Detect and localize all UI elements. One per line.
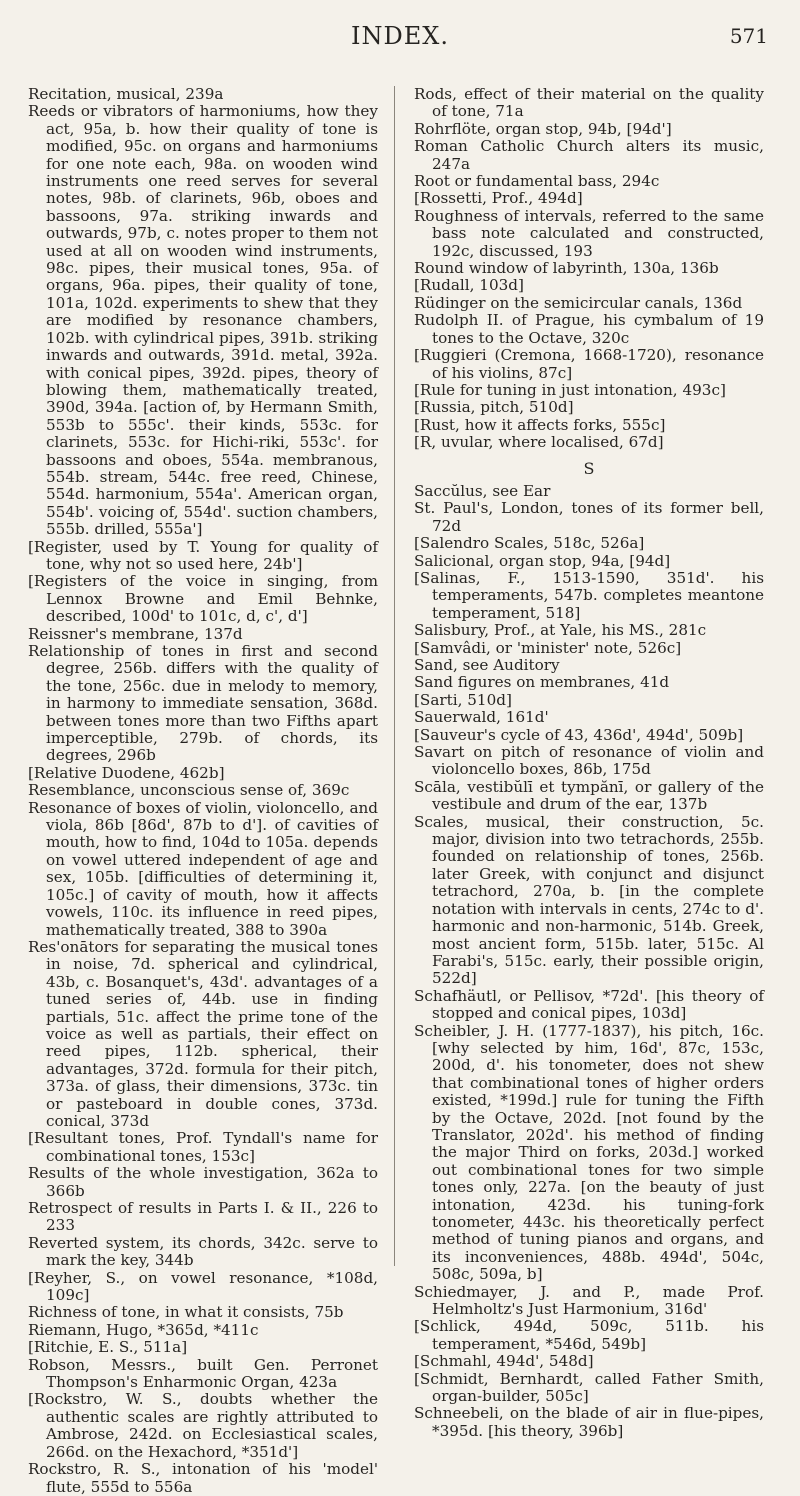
index-entry: [Ruggieri (Cremona, 1668-1720), resonance of his violins, 87c]	[414, 346, 764, 382]
index-entry: Scheibler, J. H. (1777-1837), his pitch, 16c. [why selected by him, 16d', 87c, 153c, 200d, d'. his tonometer, does not shew that combinational tones of higher orders existed, *199d.] rule for tuning the Fifth by the Octave, 202d. [not found by the Translator, 202d'. his method of finding the major Third on forks, 203d.] worked out combinational tones for two simple tones only, 227a. [on the beauty of just intonation, 423d. his tuning-fork tonometer, 443c. his theoretically perfect method of tuning pianos and organs, and its inconveniences, 488b. 494d', 504c, 508c, 509a, b]	[414, 1021, 764, 1284]
section-letter: S	[583, 458, 595, 478]
index-entry: [Resultant tones, Prof. Tyndall's name for combinational tones, 153c]	[28, 1129, 378, 1165]
index-entry: Sand, see Auditory	[414, 656, 560, 674]
page-number: 571	[729, 24, 768, 48]
index-entry: Reverted system, its chords, 342c. serve to mark the key, 344b	[28, 1233, 378, 1270]
index-entry: [Schmidt, Bernhardt, called Father Smith, organ-builder, 505c]	[414, 1369, 764, 1406]
right-column	[414, 85, 764, 1440]
page-header	[0, 14, 800, 64]
index-entry: Rohrflöte, organ stop, 94b, [94d']	[414, 119, 672, 138]
index-entry: Rudolph II. of Prague, his cymbalum of 19 tones to the Octave, 320c	[414, 311, 764, 347]
index-entry: Resonance of boxes of violin, violoncello, and viola, 86b [86d', 87b to d']. of cavities of mouth, how to find, 104d to 105a. depends on vowel uttered independent of age and sex, 105b. [difficulties of determining it, 105c.] of cavity of mouth, how it affects vowels, 110c. its influence in reed pipes, mathematically treated, 388 to 390a	[28, 798, 378, 939]
index-entry: Relationship of tones in first and second degree, 256b. differs with the quality of the tone, 256c. due in melody to memory, in harmony to immediate sensation, 368d. between tones more than two Fifths apart imperceptible, 279b. of chords, its degrees, 296b	[28, 642, 378, 765]
index-entry: [Register, used by T. Young for quality of tone, why not so used here, 24b']	[28, 537, 378, 573]
index-entry: Salisbury, Prof., at Yale, his MS., 281c	[414, 621, 707, 640]
index-entry: Schafhäutl, or Pellisov, *72d'. [his theory of stopped and conical pipes, 103d]	[414, 986, 764, 1023]
index-entry: Robson, Messrs., built Gen. Perronet Thompson's Enharmonic Organ, 423a	[28, 1355, 378, 1392]
index-entry: [Relative Duodene, 462b]	[28, 763, 225, 782]
index-entry: [Samvâdi, or 'minister' note, 526c]	[414, 638, 682, 657]
index-entry: [Salendro Scales, 518c, 526a]	[414, 534, 645, 553]
index-entry: [Rudall, 103d]	[414, 276, 524, 295]
index-entry: Rods, effect of their material on the quality of tone, 71a	[414, 85, 764, 121]
index-entry: Roman Catholic Church alters its music, 247a	[414, 137, 764, 173]
index-entry: [Russia, pitch, 510d]	[414, 398, 574, 417]
index-entry: Richness of tone, in what it consists, 75b	[28, 1303, 344, 1322]
index-entry: Recitation, musical, 239a	[28, 85, 224, 103]
index-entry: Reissner's membrane, 137d	[28, 624, 243, 643]
index-entry: Scales, musical, their construction, 5c. major, division into two tetrachords, 255b. founded on relationship of tones, 256b. later Greek, with conjunct and disjunct tetrachord, 270a, b. [in the complete notation with intervals in cents, 274c to d'. harmonic and non-harmonic, 514b. Greek, most ancient form, 515b. later, 515c. Al Farabi's, 515c. early, their possible origin, 522d]	[414, 812, 764, 988]
index-entry: Sauerwald, 161d'	[414, 708, 549, 727]
index-entry: Roughness of intervals, referred to the same bass note calculated and constructed, 192c, discussed, 193	[414, 206, 764, 260]
index-entry: Resemblance, unconscious sense of, 369c	[28, 781, 350, 800]
index-entry: St. Paul's, London, tones of its former bell, 72d	[414, 499, 764, 535]
index-entry: [Sauveur's cycle of 43, 436d', 494d', 509b]	[414, 725, 744, 744]
index-entry: [Schmahl, 494d', 548d]	[414, 1352, 594, 1371]
index-entry: Reeds or vibrators of harmoniums, how they act, 95a, b. how their quality of tone is modified, 95c. on organs and harmoniums for one note each, 98a. on wooden wind instruments one reed serves for several notes, 98b. of clarinets, 96b, oboes and bassoons, 97a. striking inwards and outwards, 97b, c. notes proper to them not used at all on wooden wind instruments, 98c. pipes, their musical tones, 95a. of organs, 96a. pipes, their quality of tone, 101a, 102d. experiments to shew that they are modified by resonance chambers, 102b. with cylindrical pipes, 391b. striking inwards and outwards, 391d. metal, 392a. with conical pipes, 392d. pipes, theory of blowing them, mathematically treated, 390d, 394a. [action of, by Hermann Smith, 553b to 555c'. their kinds, 553c. for clarinets, 553c. for Hichi-riki, 553c'. for bassoons and oboes, 554a. membranous, 554b. stream, 544c. free reed, Chinese, 554d. harmonium, 554a'. American organ, 554b'. voicing of, 554d'. suction chambers, 555b. drilled, 555a']	[28, 102, 378, 539]
index-entry: Sand figures on membranes, 41d	[414, 673, 670, 692]
index-entry: [Schlick, 494d, 509c, 511b. his temperament, *546d, 549b]	[414, 1317, 764, 1353]
column-divider	[394, 86, 395, 1266]
index-entry: Riemann, Hugo, *365d, *411c	[28, 1320, 259, 1339]
index-entry: [Rule for tuning in just intonation, 493c]	[414, 380, 726, 399]
index-entry: Salicional, organ stop, 94a, [94d]	[414, 551, 671, 570]
left-column	[28, 85, 378, 1496]
index-entry: [Registers of the voice in singing, from Lennox Browne and Emil Behnke, described, 100d' to 101c, d, c', d']	[28, 572, 378, 626]
index-entry: [R, uvular, where localised, 67d]	[414, 433, 664, 452]
index-entry: [Sarti, 510d]	[414, 690, 512, 709]
index-entry: Saccŭlus, see Ear	[414, 481, 551, 500]
index-entry: Scāla, vestibŭlī et tympănī, or gallery of the vestibule and drum of the ear, 137b	[414, 777, 764, 814]
index-entry: Rockstro, R. S., intonation of his 'model' flute, 555d to 556a	[28, 1460, 378, 1496]
index-entry: Res'onātors for separating the musical tones in noise, 7d. spherical and cylindrical, 43b, c. Bosanquet's, 43d'. advantages of a tuned series of, 44b. use in finding partials, 51c. affect the prime tone of the voice as well as partials, their effect on reed pipes, 112b. spherical, their advantages, 372d. formula for their pitch, 373a. of glass, their dimensions, 373c. tin or pasteboard in double cones, 373d. conical, 373d	[28, 937, 378, 1130]
index-entry: Results of the whole investigation, 362a to 366b	[28, 1164, 378, 1200]
index-entry: Schiedmayer, J. and P., made Prof. Helmholtz's Just Harmonium, 316d'	[414, 1282, 764, 1319]
index-entry: Savart on pitch of resonance of violin and violoncello boxes, 86b, 175d	[414, 743, 764, 779]
index-entry: Root or fundamental bass, 294c	[414, 172, 660, 191]
page-title: INDEX.	[351, 22, 449, 50]
index-entry: Round window of labyrinth, 130a, 136b	[414, 259, 719, 278]
index-entry: [Reyher, S., on vowel resonance, *108d, 109c]	[28, 1268, 378, 1305]
index-entry: [Rockstro, W. S., doubts whether the authentic scales are rightly attributed to Ambrose, 242d. on Ecclesiastical scales, 266d. on the Hexachord, *351d']	[28, 1390, 378, 1461]
index-entry: Schneebeli, on the blade of air in flue-pipes, *395d. [his theory, 396b]	[414, 1404, 764, 1440]
index-entry: Retrospect of results in Parts I. & II., 226 to 233	[28, 1199, 378, 1235]
index-entry: [Salinas, F., 1513-1590, 351d'. his temperaments, 547b. completes meantone temperament, 518]	[414, 568, 764, 622]
index-entry: [Rossetti, Prof., 494d]	[414, 189, 583, 208]
index-entry: Rüdinger on the semicircular canals, 136d	[414, 293, 743, 312]
index-entry: [Ritchie, E. S., 511a]	[28, 1338, 188, 1357]
index-entry: [Rust, how it affects forks, 555c]	[414, 415, 666, 434]
